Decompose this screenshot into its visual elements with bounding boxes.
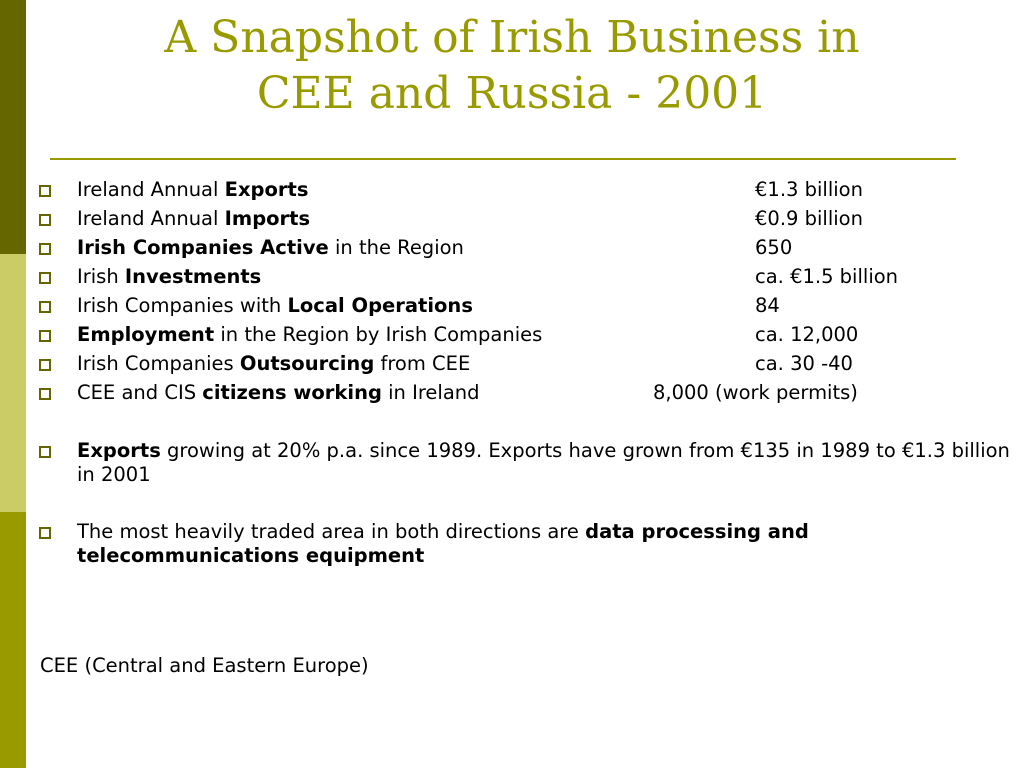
footnote: CEE (Central and Eastern Europe) [40,654,369,677]
title-line-1: A Snapshot of Irish Business in [164,12,860,63]
exports-growth-paragraph: Exports growing at 20% p.a. since 1989. Exports have grown from €135 in 1989 to €1.3 billion in 2001 [77,439,1010,486]
square-bullet-icon [39,243,51,255]
title-line-2: CEE and Russia - 2001 [256,68,768,119]
stat-value: €0.9 billion [755,207,863,230]
stat-label: Employment in the Region by Irish Companies [77,323,543,346]
stat-value: 650 [755,236,793,259]
stat-label: Irish Investments [77,265,262,288]
stat-value: 84 [755,294,780,317]
square-bullet-icon [39,330,51,342]
square-bullet-icon [39,446,51,458]
traded-area-paragraph: The most heavily traded area in both directions are data processing and telecommunications equipment [77,520,809,567]
square-bullet-icon [39,527,51,539]
square-bullet-icon [39,272,51,284]
stat-label: CEE and CIS citizens working in Ireland [77,381,480,404]
square-bullet-icon [39,185,51,197]
stat-label: Irish Companies Outsourcing from CEE [77,352,471,375]
square-bullet-icon [39,359,51,371]
square-bullet-icon [39,301,51,313]
stat-value: €1.3 billion [755,178,863,201]
stat-label: Ireland Annual Imports [77,207,311,230]
stat-value: ca. 30 -40 [755,352,853,375]
stat-value: 8,000 (work permits) [653,381,858,404]
square-bullet-icon [39,214,51,226]
stat-label: Irish Companies with Local Operations [77,294,473,317]
stat-label: Irish Companies Active in the Region [77,236,464,259]
square-bullet-icon [39,388,51,400]
stat-value: ca. €1.5 billion [755,265,899,288]
stat-value: ca. 12,000 [755,323,859,346]
stat-label: Ireland Annual Exports [77,178,309,201]
